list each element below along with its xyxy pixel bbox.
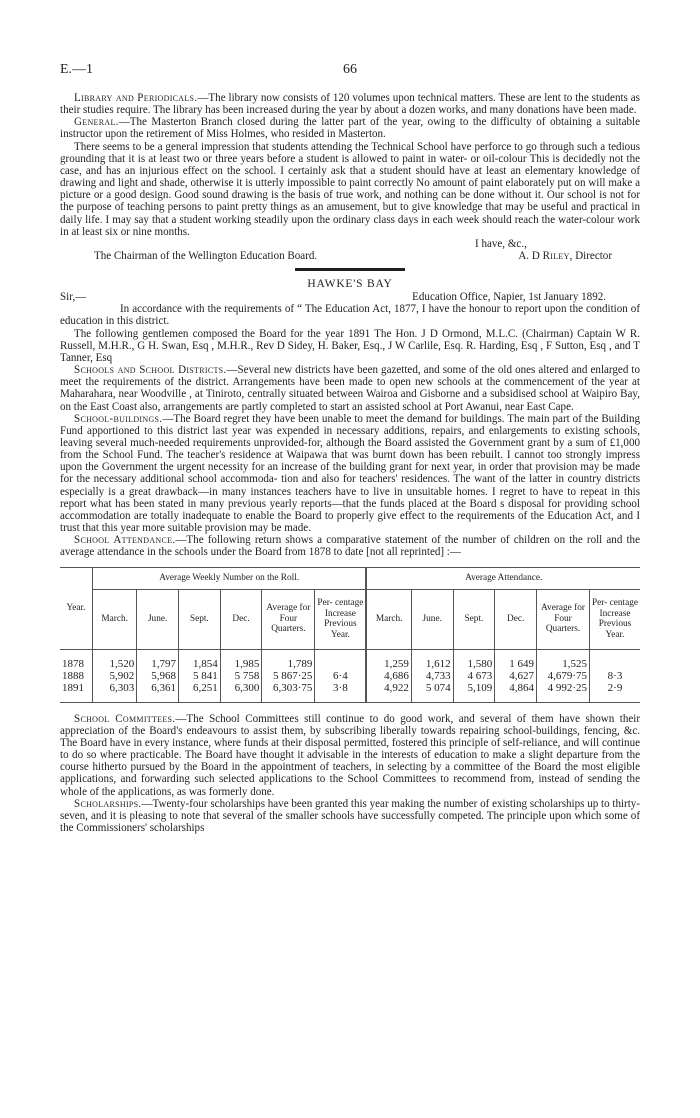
paragraph-heading: Schools and School Districts.: [74, 364, 227, 377]
signatory-surname: Riley: [542, 250, 570, 263]
col-june-header: June.: [411, 589, 453, 649]
col-march-header: March.: [366, 589, 411, 649]
paragraph-impression: There seems to be a general impression that students attending the Technical School have perforce to go through such a tedious grounding that it is at least two or three years before a student is allowed to paint in water- or oil-colour This is decidedly not the case, and has an injurious effect on the school. I certainly ask that a student should have at least an elementary knowledge of drawing and light and shade, otherwise it is utterly impossible to paint correctly No amount of paint elaborately put on will make a picture or a good design. Good sound drawing is the basis of true work, and nothing can be done without it. Our school is not for the purpose of teaching persons to paint pretty things as an amusement, but to give knowledge that may be useful and practical in daily life. I may say that a student working steadily upon the ordinary class days in each week should reach the water-colour work in at least six or nine months.: [60, 140, 640, 238]
paragraph-intro: In accordance with the requirements of “ The Education Act, 1877, I have the honour to report upon the condition of education in this district.: [60, 303, 640, 328]
paragraph-school-attendance: [60, 534, 640, 558]
table-row: [60, 682, 640, 703]
col-march-header: March.: [93, 589, 137, 649]
col-percentage-header: Per- centage Increase Previous Year.: [590, 589, 641, 649]
cell: 4,686: [366, 670, 411, 682]
cell-year: 1878: [62, 657, 84, 670]
paragraph-general: [60, 116, 640, 140]
cell-year: 1891: [60, 682, 93, 703]
signatory-title: , Director: [569, 250, 612, 263]
cell: 4,922: [366, 682, 411, 703]
col-sept-header: Sept.: [453, 589, 495, 649]
table-row: [60, 649, 640, 670]
closing-line: [60, 238, 640, 250]
paragraph-scholarships: [60, 798, 640, 834]
cell: 5,968: [137, 670, 179, 682]
cell: 6,361: [137, 682, 179, 703]
cell: 6,303: [93, 682, 137, 703]
closing-text: I have, &c.,: [475, 237, 527, 250]
table-row: [60, 670, 640, 682]
cell: 4,627: [495, 670, 537, 682]
cell: 4 673: [453, 670, 495, 682]
cell: 5,902: [93, 670, 137, 682]
cell: 5 867·25: [262, 670, 315, 682]
cell-year: 1888: [62, 669, 84, 682]
page-header: [60, 62, 640, 80]
section-title: HAWKE'S BAY: [307, 278, 393, 291]
col-dec-header: Dec.: [495, 589, 537, 649]
cell: 1,520: [93, 649, 137, 670]
cell: 4,864: [495, 682, 537, 703]
cell: 1,612: [411, 649, 453, 670]
cell: 1 649: [495, 649, 537, 670]
cell: 5 841: [178, 670, 220, 682]
col-june-header: June.: [137, 589, 179, 649]
cell: 6,303·75: [262, 682, 315, 703]
page-number: 66: [343, 62, 357, 77]
paragraph-text: —The Masterton Branch closed during the latter part of the year, owing to the difficulty of obtaining a suitable instructor upon the retirement of Miss Holmes, who resided in Masterton.: [60, 116, 640, 141]
paragraph-heading: School-buildings.: [74, 412, 163, 425]
cell: 5 758: [220, 670, 262, 682]
after-table-content: [60, 713, 640, 835]
cell: [315, 649, 367, 670]
section-divider: [295, 268, 405, 271]
paragraph-heading: School Committees.: [74, 712, 176, 725]
cell: 3·8: [315, 682, 367, 703]
cell: 5 074: [411, 682, 453, 703]
page-reference: E.—1: [60, 62, 94, 77]
col-average-header: Average for Four Quarters.: [537, 589, 590, 649]
cell: 4,733: [411, 670, 453, 682]
cell: 1,797: [137, 649, 179, 670]
cell: 1,580: [453, 649, 495, 670]
col-sept-header: Sept.: [178, 589, 220, 649]
paragraph-text: —The School Committees still continue to do good work, and several of them have shown their appreciation of the Board's endeavours to assist them, by subscribing liberally towards repairing school-buildings, fencing, &c. The Board have in every instance, where funds at their disposal permitted, fostered this principle of self-reliance, and will continue to do so where practicable. The Board have thought it advisable in the interests of education to make a slight departure from the course hitherto pursued by the Board in the appointment of teachers, in selecting by a committee of the Board the most eligible applications, and forwarding such selected applications to the School Committees to recommend from, instead of sending the whole of the applications, as was formerly done.: [60, 712, 641, 798]
paragraph-text: —Twenty-four scholarships have been granted this year making the number of existing scholarships up to thirty-seven, and it is pleasing to note that several of the smaller schools have successfully competed. The principle upon which some of the Commissioners' scholarships: [60, 797, 640, 834]
signatory-initials: A. D: [518, 250, 540, 263]
col-average-header: Average for Four Quarters.: [262, 589, 315, 649]
paragraph-text: —The following return shows a comparative statement of the number of children on the roll and the average attendance in the schools under the Board from 1878 to date [not all reprinted] :—: [60, 534, 640, 559]
cell: 1,854: [178, 649, 220, 670]
col-percentage-header: Per- centage Increase Previous Year.: [315, 589, 367, 649]
cell: 6,300: [220, 682, 262, 703]
cell: 1,985: [220, 649, 262, 670]
paragraph-heading: School Attendance.: [74, 534, 176, 547]
addressee: The Chairman of the Wellington Education Board.: [94, 250, 318, 263]
paragraph-text: —Several new districts have been gazetted, and some of the old ones altered and enlarged to meet the requirements of the district. Arrangements have been made to open new schools at the commencement of the year at Maharahara, near Woodville , at Tiniroto, centrally situated between Wairoa and Gisborne and a subsidised school at Waipiro Bay, on the East Coast also, arrangements are partly completed to start an assisted school at Port Awanui, near East Cape.: [60, 364, 641, 413]
paragraph-school-committees: [60, 713, 640, 798]
col-dec-header: Dec.: [220, 589, 262, 649]
paragraph-board: The following gentlemen composed the Board for the year 1891 The Hon. J D Ormond, M.L.C. (Chairman) Captain W R. Russell, M.H.R., G H. Swan, Esq , M.H.R., Rev D Sidey, H. Baker, Esq., J W Carlile, Esq. R. Harding, Esq , F Sutton, Esq , and T Tanner, Esq: [60, 327, 640, 364]
cell: 4,679·75: [537, 670, 590, 682]
cell: 8·3: [590, 670, 641, 682]
salutation: Sir,—: [60, 291, 87, 304]
cell: 2·9: [590, 682, 641, 703]
paragraph-text: —The Board regret they have been unable to meet the demand for buildings. The main part of the Building Fund apportioned to this district last year was expended in necessary additions, repairs, and enlargements to existing schools, leaving several much-needed requirements unprovided-for, although the Board assisted the Government grant by a sum of £1,000 from the School Fund. The teacher's residence at Waipawa that was burnt down has been rebuilt. I cannot too strongly impress upon the Government the urgent necessity for an increase of the building grant for next year, in order that provision may be made for the necessary additional school accommoda- tion and also for teachers' residences. The want of the latter in country districts especially is a great drawback—in many instances teachers have to live in unsuitable homes. I regret to have to repeat in this report what has been stated in many previous yearly reports—that the funds placed at the Board s disposal for providing school accommodation are totally inadequate to enable the Board to properly give effect to the requirements of the Education Act, and I trust that this year more suitable provision may be made.: [60, 412, 640, 535]
paragraph-heading: Scholarships.: [74, 797, 142, 810]
signature-line: [60, 250, 640, 262]
cell: 6·4: [315, 670, 367, 682]
col-year-header: Year.: [60, 567, 93, 649]
attendance-table: [60, 567, 640, 703]
paragraph-schools-districts: [60, 364, 640, 413]
paragraph-school-buildings: [60, 413, 640, 535]
cell: 1,789: [262, 649, 315, 670]
signatory: [518, 250, 612, 262]
paragraph-heading: Library and Periodicals.: [74, 92, 198, 104]
letter-address-line: [60, 291, 640, 303]
cell: 1,525: [537, 649, 590, 670]
cell: 4 992·25: [537, 682, 590, 703]
cell: 1,259: [366, 649, 411, 670]
paragraph-library: [60, 92, 640, 116]
cell: [590, 649, 641, 670]
group-roll-header: Average Weekly Number on the Roll.: [93, 567, 367, 589]
document-body: [60, 92, 640, 834]
cell: 6,251: [178, 682, 220, 703]
group-attendance-header: Average Attendance.: [366, 567, 640, 589]
cell: 5,109: [453, 682, 495, 703]
letter-address: Education Office, Napier, 1st January 1892.: [412, 291, 606, 304]
paragraph-text: —The library now consists of 120 volumes upon technical matters. These are lent to the students as their studies require. The library has been increased during the year by about a dozen works, and many donations have been made.: [60, 92, 640, 117]
paragraph-heading: General.: [74, 116, 119, 129]
